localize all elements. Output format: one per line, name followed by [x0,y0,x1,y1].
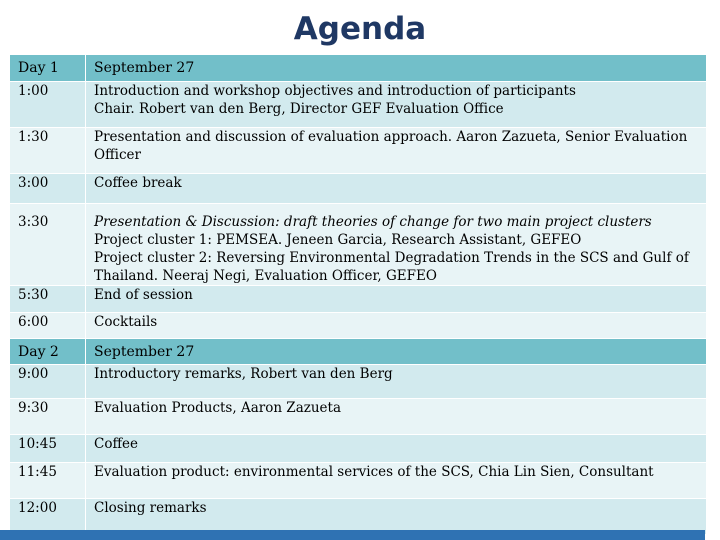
table-row [10,399,707,435]
table-row [10,174,707,204]
day-date: September 27 [86,339,707,365]
description-line: Cocktails [94,314,158,330]
description-cell [86,286,707,313]
description-line: Coffee [94,436,139,452]
time-cell: 1:00 [10,82,86,128]
description-line: Presentation & Discussion: draft theories of change for two main project clusters [94,214,652,230]
table-row [10,286,707,313]
table-row [10,365,707,399]
description-cell [86,313,707,339]
table-row [10,82,707,128]
table-row [10,463,707,499]
description-line: Project cluster 1: PEMSEA. Jeneen Garcia, Research Assistant, GEFEO [94,232,582,248]
description-line: Chair. Robert van den Berg, Director GEF Evaluation Office [94,101,504,117]
table-row [10,128,707,174]
table-row [10,435,707,463]
time-cell: 6:00 [10,313,86,339]
footer-bar [0,530,705,540]
day-date: September 27 [86,55,707,82]
description-cell [86,365,707,399]
table-row [10,204,707,286]
day-label: Day 1 [10,55,86,82]
time-cell: 3:30 [10,204,86,286]
time-cell: 9:30 [10,399,86,435]
description-line: Introduction and workshop objectives and introduction of participants [94,83,576,99]
description-line: Evaluation product: environmental services of the SCS, Chia Lin Sien, Consultant [94,464,654,480]
day-header-row [10,339,707,365]
time-cell: 11:45 [10,463,86,499]
description-cell [86,399,707,435]
time-cell: 5:30 [10,286,86,313]
description-cell [86,204,707,286]
description-cell [86,435,707,463]
day-header-row [10,55,707,82]
description-cell [86,82,707,128]
description-cell [86,463,707,499]
description-line: Project cluster 2: Reversing Environmental Degradation Trends in the SCS and Gulf of Thailand. Neeraj Negi, Evaluation Officer, GEFEO [94,250,689,284]
time-cell: 3:00 [10,174,86,204]
description-line: Evaluation Products, Aaron Zazueta [94,400,342,416]
description-line: Introductory remarks, Robert van den Berg [94,366,393,382]
description-cell [86,128,707,174]
day-label: Day 2 [10,339,86,365]
description-line: End of session [94,287,193,303]
time-cell: 10:45 [10,435,86,463]
description-line: Coffee break [94,175,182,191]
description-line: Presentation and discussion of evaluation approach. Aaron Zazueta, Senior Evaluation Officer [94,129,688,163]
time-cell: 9:00 [10,365,86,399]
page-title: Agenda [293,11,427,47]
table-row [10,313,707,339]
time-cell: 1:30 [10,128,86,174]
time-cell: 12:00 [10,499,86,535]
agenda-table [9,54,707,535]
description-cell [86,174,707,204]
description-line: Closing remarks [94,500,207,516]
